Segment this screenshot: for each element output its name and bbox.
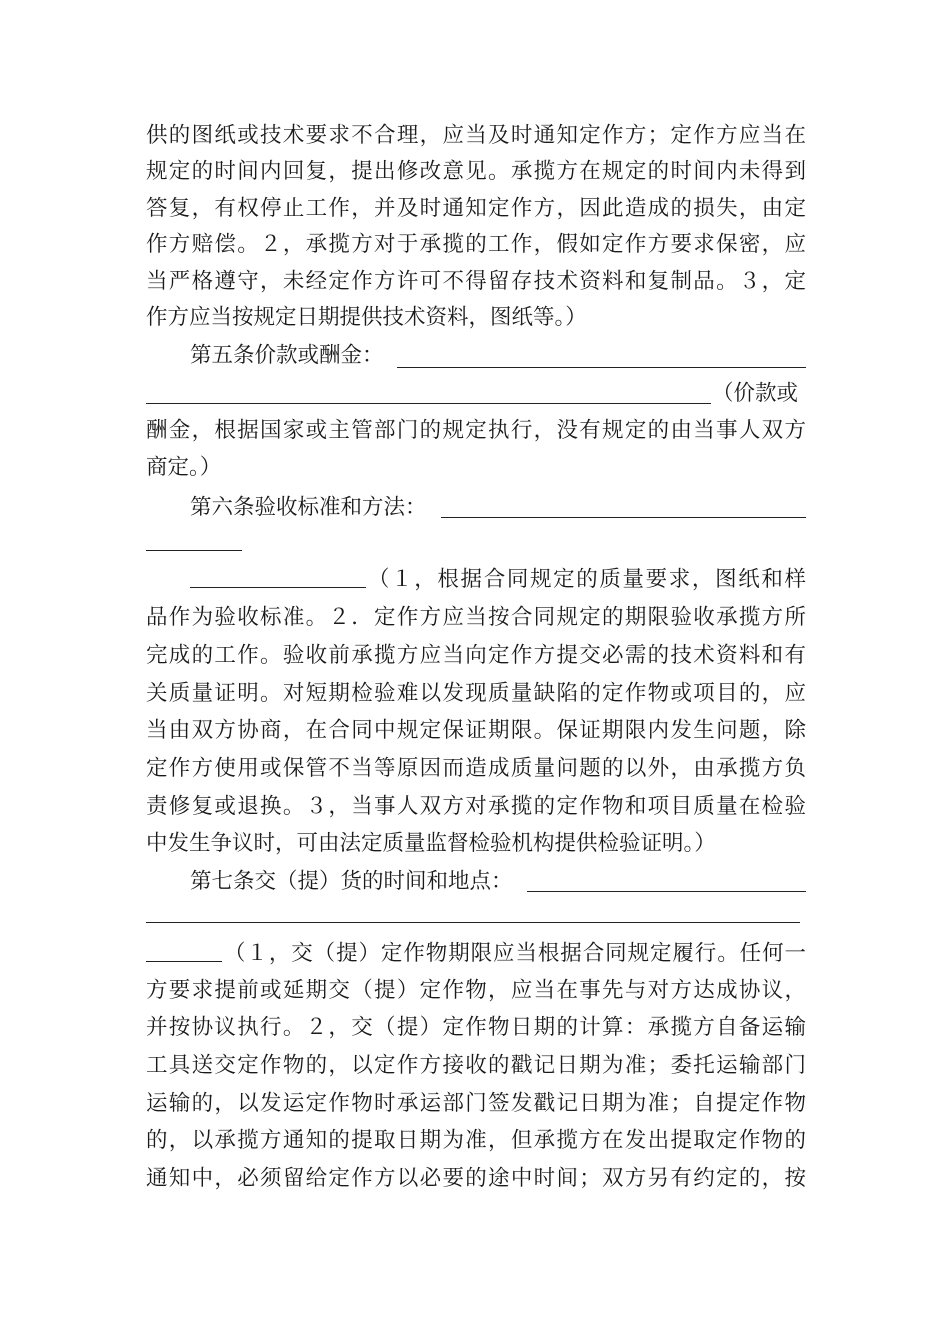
text-line: 运输的，以发运定作物时承运部门签发戳记日期为准；自提定作物	[146, 1091, 806, 1116]
text-line: 当由双方协商，在合同中规定保证期限。保证期限内发生问题，除	[146, 718, 806, 743]
fill-in-blank	[190, 587, 366, 588]
text-line: 答复，有权停止工作，并及时通知定作方，因此造成的损失，由定	[146, 196, 806, 221]
fill-in-blank	[146, 403, 711, 404]
fill-in-blank	[146, 550, 242, 551]
fill-in-blank	[527, 891, 806, 892]
text-line: 作方赔偿。２，承揽方对于承揽的工作，假如定作方要求保密，应	[146, 232, 806, 257]
text-line: （１，交（提）定作物期限应当根据合同规定履行。任何一	[224, 941, 806, 966]
text-line: 通知中，必须留给定作方以必要的途中时间；双方另有约定的，按	[146, 1166, 806, 1191]
fill-in-blank	[441, 517, 806, 518]
text-line: 品作为验收标准。２．定作方应当按合同规定的期限验收承揽方所	[146, 605, 806, 630]
text-line: 作方应当按规定日期提供技术资料，图纸等。）	[146, 305, 587, 330]
text-line: 供的图纸或技术要求不合理，应当及时通知定作方；定作方应当在	[146, 123, 806, 148]
text-line: 并按协议执行。２，交（提）定作物日期的计算：承揽方自备运输	[146, 1015, 806, 1040]
text-line: 方要求提前或延期交（提）定作物，应当在事先与对方达成协议，	[146, 978, 806, 1003]
text-line: 定作方使用或保管不当等原因而造成质量问题的以外，由承揽方负	[146, 756, 806, 781]
article-6-heading: 第六条验收标准和方法：	[190, 495, 427, 520]
text-line: 商定。）	[146, 455, 222, 480]
text-line: （价款或	[712, 381, 799, 406]
text-line: 关质量证明。对短期检验难以发现质量缺陷的定作物或项目的，应	[146, 681, 806, 706]
text-line: 规定的时间内回复，提出修改意见。承揽方在规定的时间内未得到	[146, 159, 806, 184]
article-7-heading: 第七条交（提）货的时间和地点：	[190, 869, 513, 894]
text-line: （１，根据合同规定的质量要求，图纸和样	[368, 567, 806, 592]
text-line: 责修复或退换。３，当事人双方对承揽的定作物和项目质量在检验	[146, 794, 806, 819]
text-line: 中发生争议时，可由法定质量监督检验机构提供检验证明。）	[146, 831, 716, 856]
text-line: 酬金，根据国家或主管部门的规定执行，没有规定的由当事人双方	[146, 418, 806, 443]
fill-in-blank	[146, 961, 222, 962]
fill-in-blank	[397, 367, 806, 368]
text-line: 的，以承揽方通知的提取日期为准，但承揽方在发出提取定作物的	[146, 1128, 806, 1153]
text-line: 当严格遵守，未经定作方许可不得留存技术资料和复制品。３，定	[146, 269, 806, 294]
text-line: 工具送交定作物的，以定作方接收的戳记日期为准；委托运输部门	[146, 1053, 806, 1078]
fill-in-blank	[146, 922, 800, 923]
text-line: 完成的工作。验收前承揽方应当向定作方提交必需的技术资料和有	[146, 643, 806, 668]
article-5-heading: 第五条价款或酬金：	[190, 343, 384, 368]
